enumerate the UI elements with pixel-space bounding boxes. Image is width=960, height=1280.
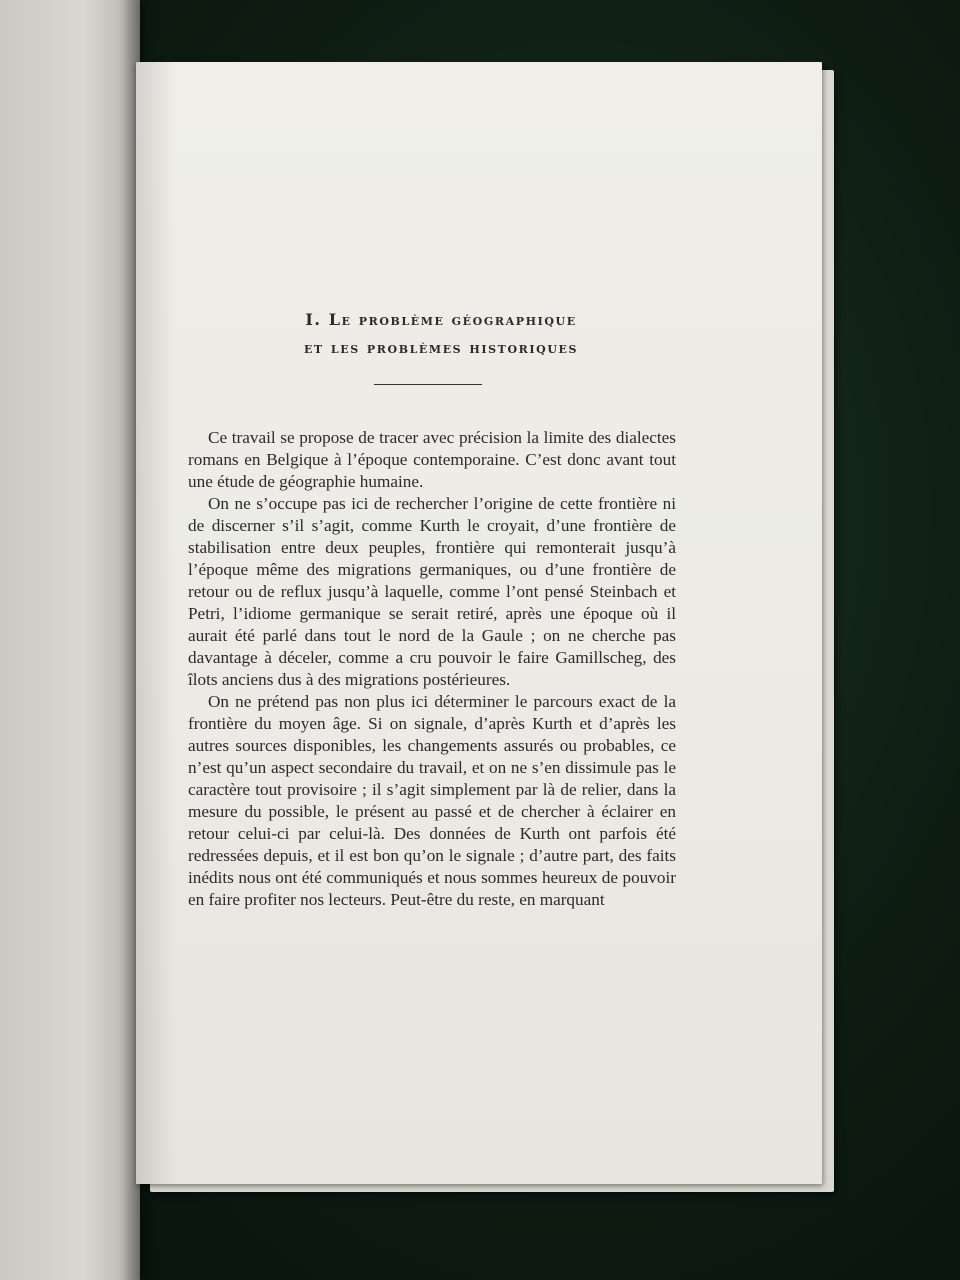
paragraph-3: On ne prétend pas non plus ici déterminer le parcours exact de la frontière du moyen âge. Si on signale, d’après Kurth et d’après les autres sources disponibles, les changements assurés ou probables, ce n’est qu’un aspect secondaire du travail, et on ne s’en dissimule pas le caractère tout provisoire ; il s’agit simplement par là de relier, dans la mesure du possible, le présent au passé et de chercher à éclairer en retour celui-ci par celui-là. Des données de Kurth ont parfois été redressées depuis, et il est bon qu’on le signale ; d’autre part, des faits inédits nous ont été communiqués et nous sommes heureux de pouvoir en faire profiter nos lecteurs. Peut-être du reste, en marquant xyxy=(188,692,676,909)
body-text xyxy=(188,427,676,911)
left-facing-page xyxy=(0,0,140,1280)
chapter-heading xyxy=(136,306,746,362)
heading-divider-rule xyxy=(374,384,482,385)
chapter-heading-line-2: et les problèmes historiques xyxy=(303,338,579,357)
chapter-heading-line-1: I. Le problème géographique xyxy=(305,310,577,329)
book-page xyxy=(136,62,822,1184)
paragraph-1: Ce travail se propose de tracer avec précision la limite des dialectes romans en Belgique à l’époque contemporaine. C’est donc avant tout une étude de géographie humaine. xyxy=(188,428,676,491)
gutter-shadow xyxy=(136,62,176,1184)
paragraph-2: On ne s’occupe pas ici de rechercher l’origine de cette frontière ni de discerner s’il s’agit, comme Kurth le croyait, d’une frontière de stabilisation entre deux peuples, frontière qui remonterait jusqu’à l’époque même des migrations germaniques, ou d’une frontière de retour ou de reflux jusqu’à laquelle, comme l’ont pensé Steinbach et Petri, l’idiome germanique se serait retiré, après une époque où il aurait été parlé dans tout le nord de la Gaule ; on ne cherche pas davantage à déceler, comme a cru pouvoir le faire Gamillscheg, des îlots anciens dus à des migrations postérieures. xyxy=(188,494,676,689)
